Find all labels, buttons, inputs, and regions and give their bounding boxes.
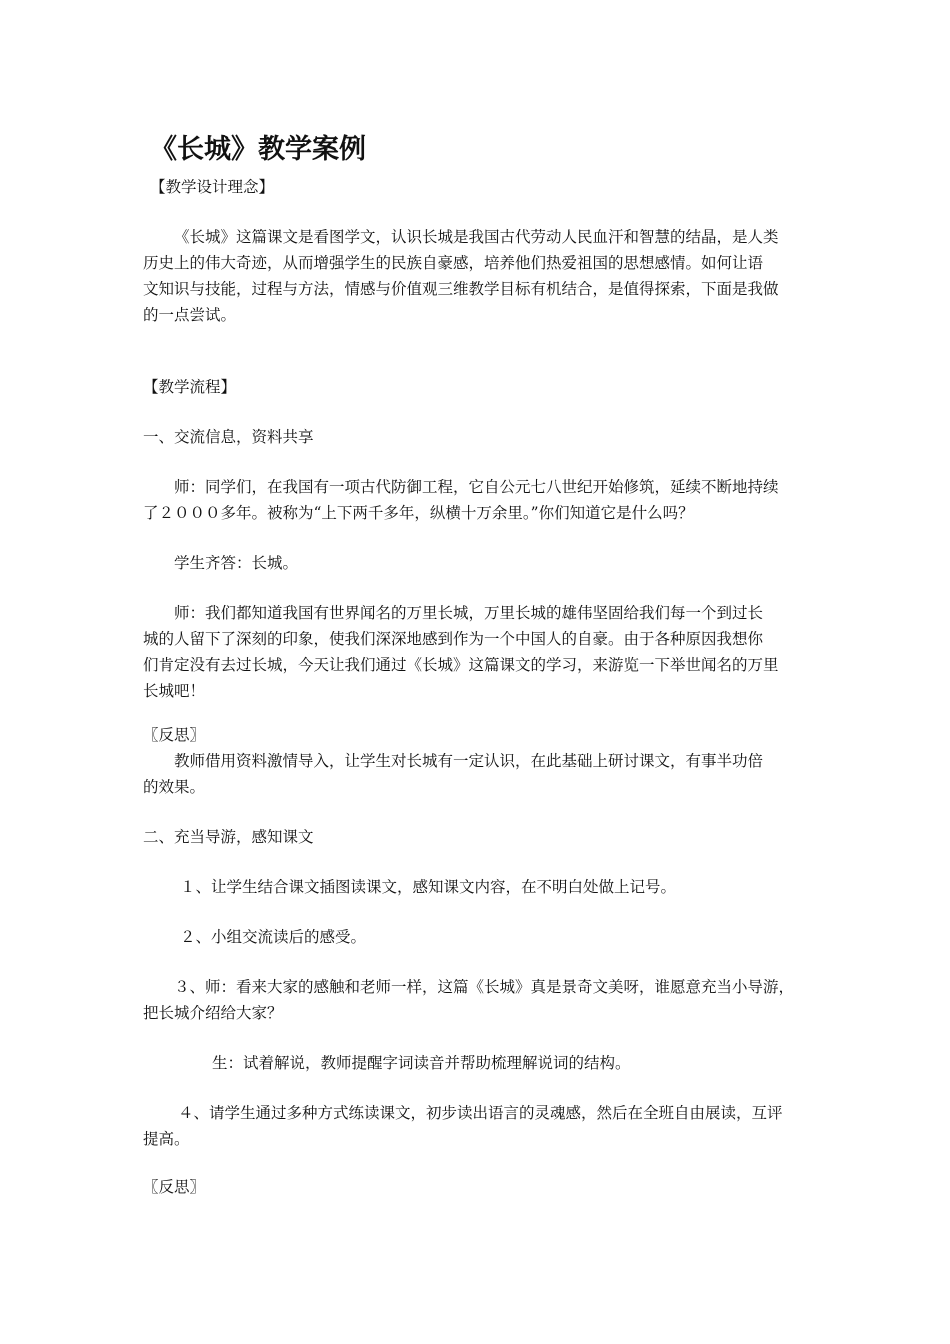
reflection-line: 的效果。 [143, 778, 206, 796]
reflection-label: 〖反思〗 [143, 1178, 206, 1196]
teacher-line: 城的人留下了深刻的印象，使我们深深地感到作为一个中国人的自豪。由于各种原因我想你 [143, 630, 764, 648]
step-item: １、让学生结合课文插图读课文，感知课文内容，在不明白处做上记号。 [180, 878, 677, 896]
reflection-line: 教师借用资料激情导入，让学生对长城有一定认识，在此基础上研讨课文，有事半功倍 [174, 752, 764, 770]
students-answer: 学生齐答：长城。 [174, 554, 299, 572]
step-item: 把长城介绍给大家？ [143, 1004, 283, 1022]
intro-line: 《长城》这篇课文是看图学文，认识长城是我国古代劳动人民血汗和智慧的结晶，是人类 [174, 228, 779, 246]
page-title: 《长城》教学案例 [150, 134, 366, 165]
step-item: ４、请学生通过多种方式练读课文，初步读出语言的灵魂感，然后在全班自由展读，互评 [178, 1104, 783, 1122]
section-heading-flow: 【教学流程】 [143, 378, 237, 396]
section-heading-concept: 【教学设计理念】 [150, 178, 275, 196]
step-item: ２、小组交流读后的感受。 [180, 928, 367, 946]
intro-line: 的一点尝试。 [143, 306, 237, 324]
step-item: 提高。 [143, 1130, 190, 1148]
part1-heading: 一、交流信息，资料共享 [143, 428, 314, 446]
student-reply: 生：试着解说，教师提醒字词读音并帮助梳理解说词的结构。 [212, 1054, 631, 1072]
intro-line: 文知识与技能，过程与方法，情感与价值观三维教学目标有机结合，是值得探索，下面是我做 [143, 280, 779, 298]
teacher-line: 们肯定没有去过长城，今天让我们通过《长城》这篇课文的学习，来游览一下举世闻名的万里 [143, 656, 779, 674]
teacher-line: 师：我们都知道我国有世界闻名的万里长城，万里长城的雄伟坚固给我们每一个到过长 [174, 604, 764, 622]
teacher-line: 了２０００多年。被称为“上下两千多年，纵横十万余里。”你们知道它是什么吗？ [143, 504, 694, 522]
step-item: ３、师：看来大家的感触和老师一样，这篇《长城》真是景奇文美呀，谁愿意充当小导游， [174, 978, 795, 996]
part2-heading: 二、充当导游，感知课文 [143, 828, 314, 846]
reflection-label: 〖反思〗 [143, 726, 206, 744]
teacher-line: 师：同学们，在我国有一项古代防御工程，它自公元七八世纪开始修筑，延续不断地持续 [174, 478, 779, 496]
teacher-line: 长城吧！ [143, 682, 206, 700]
intro-line: 历史上的伟大奇迹，从而增强学生的民族自豪感，培养他们热爱祖国的思想感情。如何让语 [143, 254, 764, 272]
